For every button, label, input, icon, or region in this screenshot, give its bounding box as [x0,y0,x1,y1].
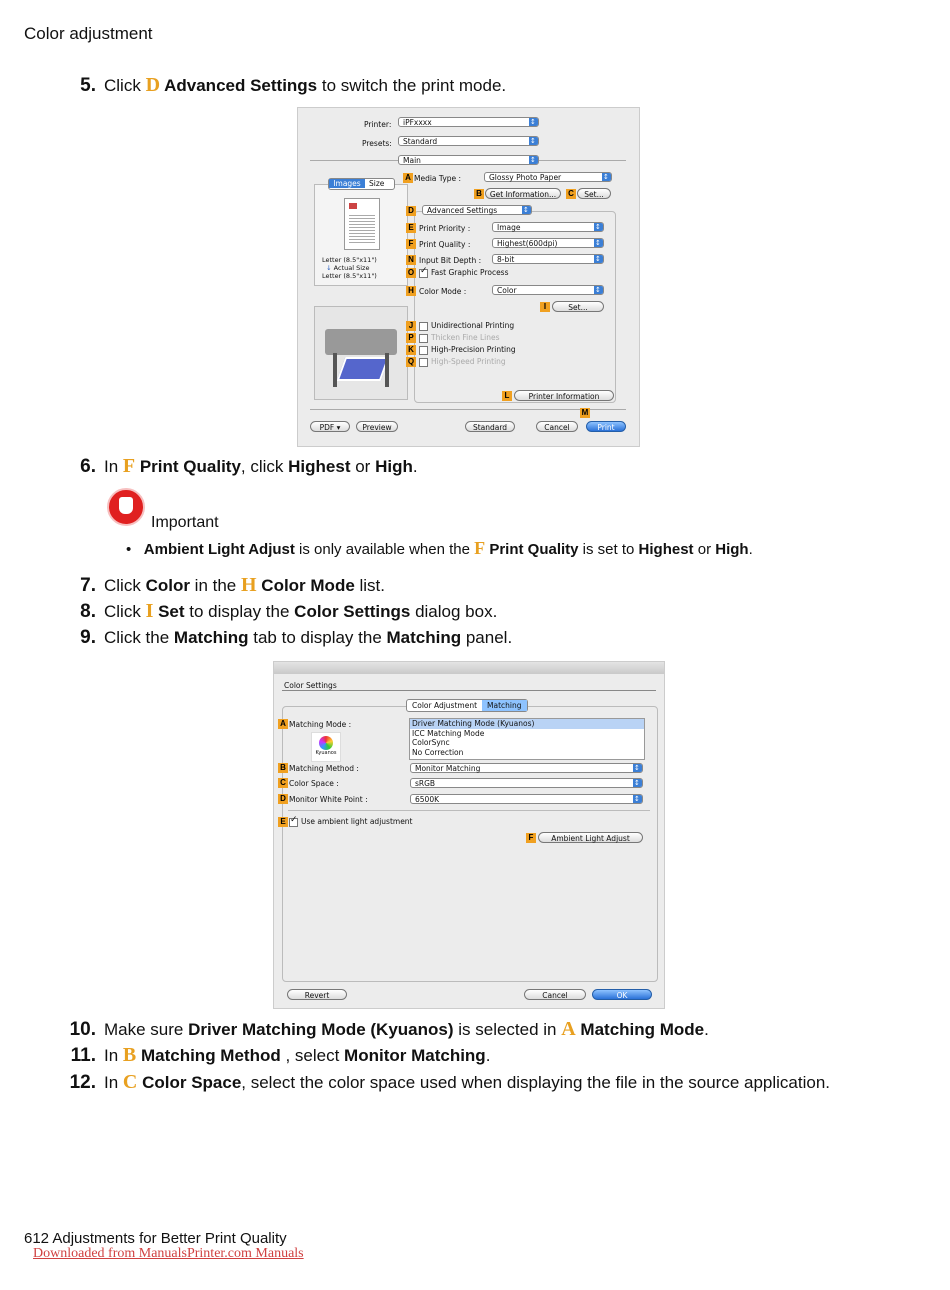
tag-p: P [406,333,416,343]
printer-popup[interactable]: iPFxxxx ↕ [398,117,539,127]
page-footer: 612 Adjustments for Better Print Quality [24,1230,287,1247]
media-type-popup[interactable]: Glossy Photo Paper ↕ [484,172,612,182]
ambient-light-adjust-button[interactable]: Ambient Light Adjust [538,832,643,843]
tag-b: B [474,189,484,199]
tag-c: C [566,189,576,199]
ok-button[interactable]: OK [592,989,652,1000]
advanced-settings-popup[interactable]: Advanced Settings ↕ [422,205,532,215]
print-quality-popup[interactable]: Highest(600dpi) ↕ [492,238,604,248]
pdf-button[interactable]: PDF ▾ [310,421,350,432]
tab-size[interactable]: Size [369,179,385,188]
tag-f: F [406,239,416,249]
color-set-button[interactable]: Set... [552,301,604,312]
tag-h: H [406,286,416,296]
get-information-button[interactable]: Get Information... [485,188,561,199]
tag-c: C [278,778,288,788]
page-header: Color adjustment [24,24,153,43]
preview-button[interactable]: Preview [356,421,398,432]
step-7: 7. Click Color in the H Color Mode list. [80,574,386,596]
tag-q: Q [407,357,415,366]
printer-information-button[interactable]: Printer Information [514,390,614,401]
tag-d: D [406,206,416,216]
page-preview [344,198,380,250]
print-button[interactable]: Print [586,421,626,432]
standard-button[interactable]: Standard [465,421,515,432]
color-space-popup[interactable]: sRGB ↕ [410,778,643,788]
step-9: 9. Click the Matching tab to display the Matching panel. [80,627,513,648]
tag-j: J [406,321,416,331]
tag-f: F [526,833,536,843]
presets-popup[interactable]: Standard ↕ [398,136,539,146]
important-title: Important [151,514,219,531]
tag-n: N [406,255,416,265]
matching-method-popup[interactable]: Monitor Matching ↕ [410,763,643,773]
unidirectional-checkbox[interactable]: Unidirectional Printing [419,321,514,331]
tag-e: E [406,223,416,233]
important-note: • Ambient Light Adjust is only available when the F Print Quality is set to Highest or High. [126,538,753,558]
print-dialog: Printer: iPFxxxx ↕ Presets: Standard ↕ Main ↕ Images Size Letter (8.5"x11") ↓ Actual Size Letter (8.5"x11") A Media Type : Glossy Photo Paper ↕ B Get Information... C Set... D Advanced Settings ↕ E Print Priority : Image ↕ F Print Quality : Highest(600dpi) ↕ N Input Bit Depth : 8-bit ↕ O ✓ Fast Graphic Process H Color Mode : Color ↕ I Set... J Unidirectional Printing P Thicken Fine Lines K High-Precision Printing Q High-Speed Printing L Printer Information M PDF ▾ Preview Standard Cancel Print [297,107,640,447]
thicken-checkbox[interactable]: Thicken Fine Lines [419,333,500,343]
tag-b: B [278,763,288,773]
tag-d: D [278,794,288,804]
tag-o: O [407,268,415,277]
fast-graphic-checkbox[interactable]: ✓ Fast Graphic Process [419,268,509,278]
step-11: 11. In B Matching Method , select Monitor Matching. [70,1044,491,1066]
tab-images[interactable]: Images [329,179,365,188]
print-priority-popup[interactable]: Image ↕ [492,222,604,232]
printer-image [314,306,408,400]
tag-l: L [502,391,512,401]
color-mode-popup[interactable]: Color ↕ [492,285,604,295]
tab-color-adjustment[interactable]: Color Adjustment [412,701,478,710]
cancel-button[interactable]: Cancel [524,989,586,1000]
revert-button[interactable]: Revert [287,989,347,1000]
tab-matching[interactable]: Matching [482,700,526,711]
panel-popup[interactable]: Main ↕ [398,155,539,165]
tag-i: I [540,302,550,312]
tag-k: K [406,345,416,355]
step-5: 5. Click D Advanced Settings to switch the print mode. [80,74,507,96]
download-link[interactable]: Downloaded from ManualsPrinter.com Manuals [33,1246,304,1261]
important-icon [107,488,145,526]
dialog-title: Color Settings [284,681,337,690]
high-speed-checkbox[interactable]: High-Speed Printing [419,357,506,367]
ambient-light-checkbox[interactable]: ✓ Use ambient light adjustment [289,817,413,827]
tag-a: A [403,173,413,183]
step-6: 6. In F Print Quality, click Highest or High. [80,455,418,477]
step-12: 12. In C Color Space, select the color space used when displaying the file in the source application. [69,1071,831,1093]
kyuanos-logo: Kyuanos [311,732,341,762]
step-10: 10. Make sure Driver Matching Mode (Kyuanos) is selected in A Matching Mode. [69,1018,709,1040]
color-settings-dialog: Color Settings Color Adjustment Matching A Matching Mode : Driver Matching Mode (Kyuanos) ICC Matching Mode ColorSync No Correction Kyuanos B Matching Method : Monitor Matching ↕ C Color Space : sRGB ↕ D Monitor White Point : 6500K ↕ E ✓ Use ambient light adjustment F Ambient Light Adjust Revert Cancel OK [273,661,665,1009]
high-precision-checkbox[interactable]: High-Precision Printing [419,345,516,355]
tag-m: M [581,408,589,417]
monitor-white-point-popup[interactable]: 6500K ↕ [410,794,643,804]
step-8: 8. Click I Set to display the Color Settings dialog box. [80,600,498,622]
tag-e: E [278,817,288,827]
matching-mode-list[interactable]: Driver Matching Mode (Kyuanos) ICC Matching Mode ColorSync No Correction [409,718,645,760]
set-button-1[interactable]: Set... [577,188,611,199]
input-bit-depth-popup[interactable]: 8-bit ↕ [492,254,604,264]
cancel-button[interactable]: Cancel [536,421,578,432]
tag-a: A [278,719,288,729]
